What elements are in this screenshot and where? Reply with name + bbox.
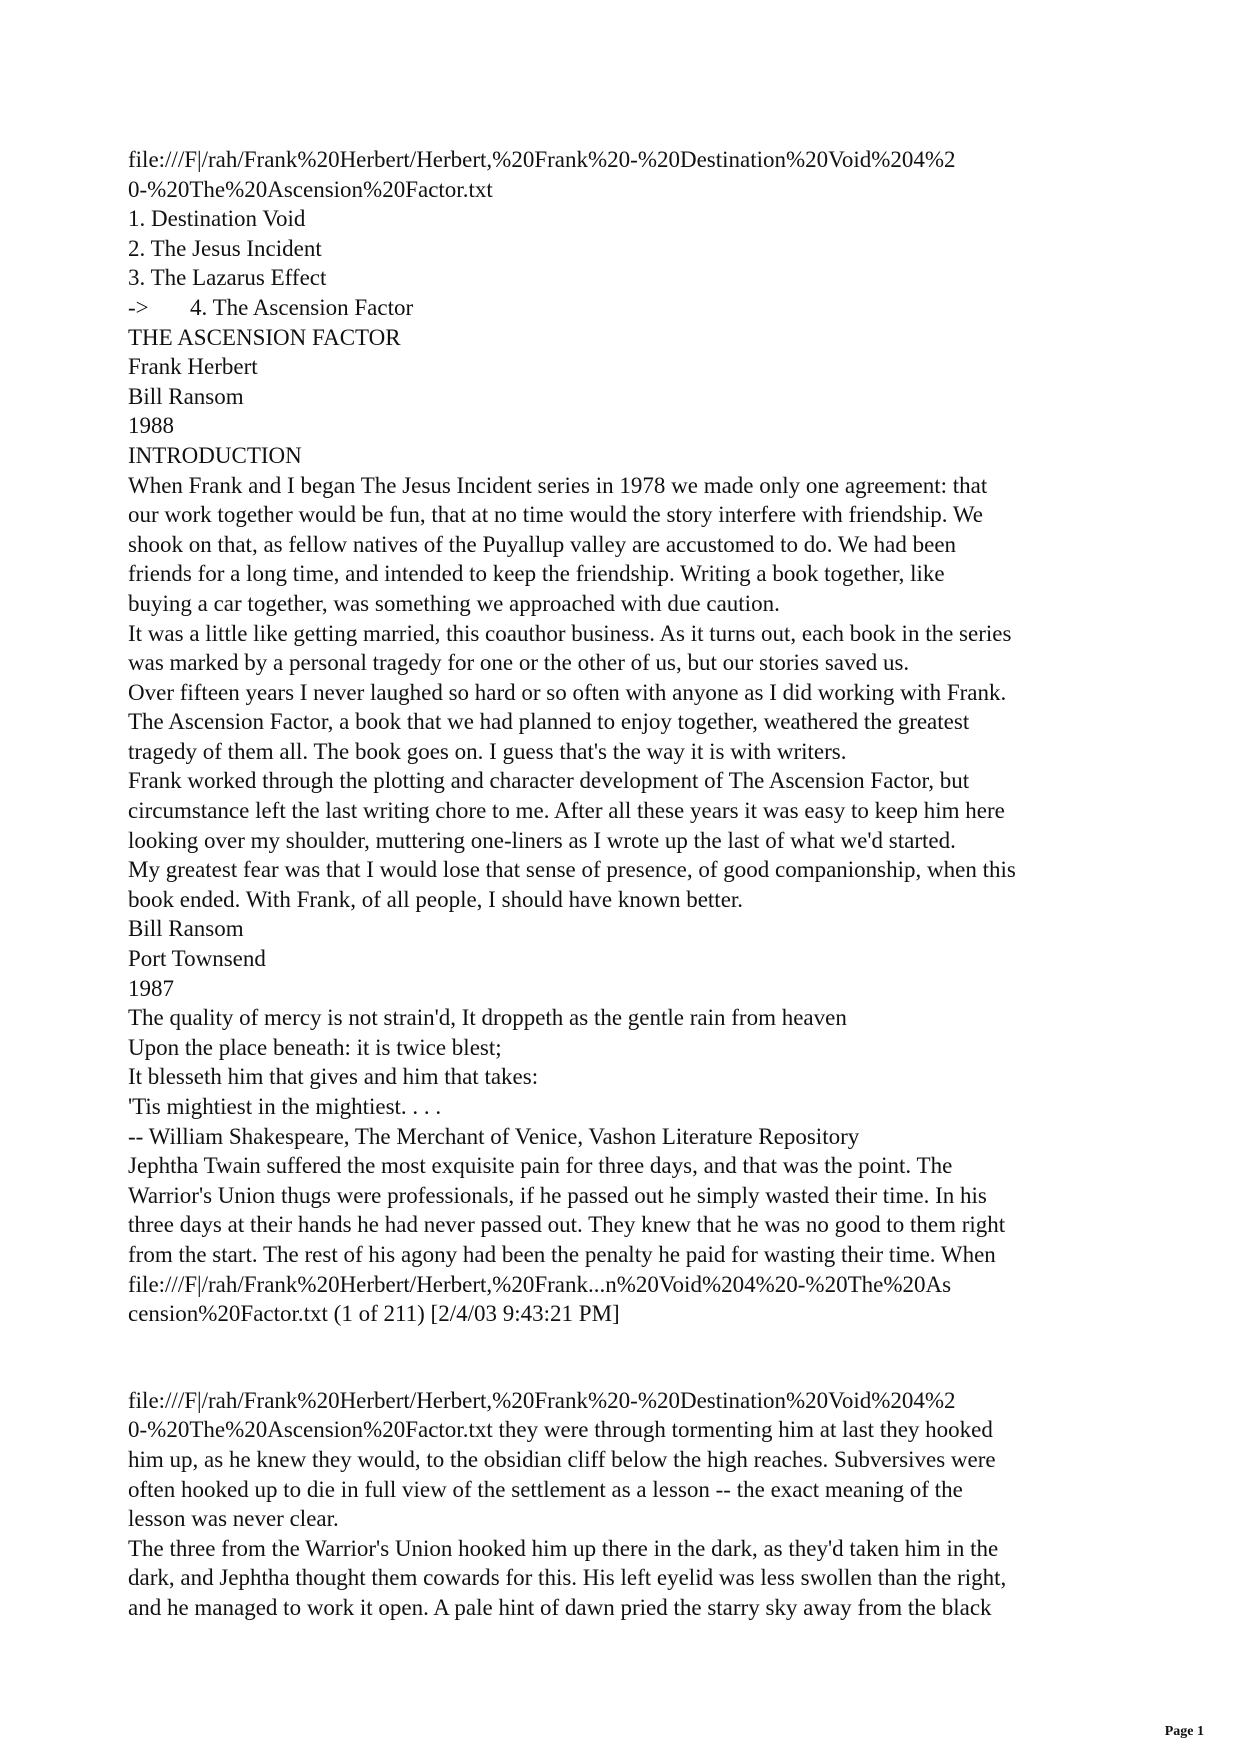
text-line: him up, as he knew they would, to the obsidian cliff below the high reaches. Subversives were: [128, 1446, 996, 1472]
file-path-header-continued: 0-%20The%20Ascension%20Factor.txt: [128, 176, 493, 202]
file-path-tail: 0-%20The%20Ascension%20Factor.txt: [128, 1417, 493, 1443]
intro-paragraph: [128, 855, 1124, 914]
epigraph-line: 'Tis mightiest in the mightiest. . . .: [128, 1094, 442, 1119]
series-item-current: -> 4. The Ascension Factor: [128, 293, 1124, 323]
text-line: Over fifteen years I never laughed so hard or so often with anyone as I did working with Frank.: [128, 679, 1007, 705]
file-path-header-continued: [128, 1415, 1124, 1445]
text-line: was marked by a personal tragedy for one or the other of us, but our stories saved us.: [128, 650, 910, 676]
series-item: 3. The Lazarus Effect: [128, 265, 327, 291]
text-line: friends for a long time, and intended to keep the friendship. Writing a book together, like: [128, 561, 945, 587]
epigraph-attribution: -- William Shakespeare, The Merchant of Venice, Vashon Literature Repository: [128, 1123, 860, 1149]
text-line: three days at their hands he had never passed out. They knew that he was no good to them right: [128, 1212, 1006, 1238]
text-line: Warrior's Union thugs were professionals, if he passed out he simply wasted their time. In his: [128, 1182, 987, 1208]
text-line: When Frank and I began The Jesus Incident series in 1978 we made only one agreement: that: [128, 472, 988, 498]
text-line: shook on that, as fellow natives of the Puyallup valley are accustomed to do. We had been: [128, 531, 957, 557]
text-line: tragedy of them all. The book goes on. I guess that's the way it is with writers.: [128, 738, 847, 764]
page-number: Page 1: [1164, 1724, 1204, 1739]
text-line: buying a car together, was something we approached with due caution.: [128, 590, 780, 616]
text-line: The Ascension Factor, a book that we had planned to enjoy together, weathered the greatest: [128, 709, 970, 735]
signature-name: Bill Ransom: [128, 916, 244, 942]
text-line: It was a little like getting married, this coauthor business. As it turns out, each book in the series: [128, 620, 1012, 646]
introduction-heading: INTRODUCTION: [128, 442, 302, 468]
text-line: My greatest fear was that I would lose that sense of presence, of good companionship, when this: [128, 857, 1016, 883]
document-page: [128, 145, 1124, 1623]
current-marker: ->: [128, 294, 149, 320]
epigraph-line: Upon the place beneath: it is twice blest;: [128, 1034, 502, 1060]
intro-paragraph: [128, 619, 1124, 678]
text-line: dark, and Jephtha thought them cowards for this. His left eyelid was less swollen than the right,: [128, 1565, 1007, 1591]
series-list: [128, 204, 1124, 322]
file-path-footer-continued: cension%20Factor.txt (1 of 211) [2/4/03 9:43:21 PM]: [128, 1301, 620, 1327]
intro-paragraph: [128, 766, 1124, 855]
signature-year: 1987: [128, 975, 174, 1001]
text-line: looking over my shoulder, muttering one-liners as I wrote up the last of what we'd started.: [128, 827, 956, 853]
text-line: and he managed to work it open. A pale hint of dawn pried the starry sky away from the black: [128, 1594, 992, 1620]
text-line: The three from the Warrior's Union hooked him up there in the dark, as they'd taken him in the: [128, 1535, 999, 1561]
epigraph-line: The quality of mercy is not strain'd, It droppeth as the gentle rain from heaven: [128, 1005, 847, 1031]
author-name: Bill Ransom: [128, 383, 244, 409]
file-path-footer: file:///F|/rah/Frank%20Herbert/Herbert,%20Frank...n%20Void%204%20-%20The%20As: [128, 1271, 952, 1297]
page-break: [128, 1329, 1124, 1386]
chapter-paragraph: [128, 1445, 1124, 1534]
text-line: book ended. With Frank, of all people, I should have known better.: [128, 886, 744, 912]
signature-place: Port Townsend: [128, 946, 266, 972]
text-line: our work together would be fun, that at no time would the story interfere with friendship. We: [128, 502, 983, 528]
intro-paragraph: [128, 471, 1124, 619]
text-line: from the start. The rest of his agony had been the penalty he paid for wasting their time. When: [128, 1241, 996, 1267]
file-path-header: file:///F|/rah/Frank%20Herbert/Herbert,%20Frank%20-%20Destination%20Void%204%2: [128, 147, 956, 172]
series-item: 2. The Jesus Incident: [128, 235, 322, 261]
text-line: Frank worked through the plotting and character development of The Ascension Factor, but: [128, 768, 970, 794]
chapter-paragraph: [128, 1534, 1124, 1623]
file-path-header: file:///F|/rah/Frank%20Herbert/Herbert,%20Frank%20-%20Destination%20Void%204%2: [128, 1387, 956, 1413]
series-item: 1. Destination Void: [128, 206, 306, 232]
chapter-paragraph: [128, 1151, 1124, 1269]
text-line: often hooked up to die in full view of the settlement as a lesson -- the exact meaning of the: [128, 1476, 963, 1502]
book-title: THE ASCENSION FACTOR: [128, 324, 401, 350]
intro-paragraph: [128, 678, 1124, 767]
epigraph-line: It blesseth him that gives and him that takes:: [128, 1064, 539, 1090]
text-line: circumstance left the last writing chore to me. After all these years it was easy to keep him here: [128, 798, 1005, 824]
text-fragment: they were through tormenting him at last they hooked: [492, 1417, 993, 1443]
text-line: lesson was never clear.: [128, 1506, 339, 1532]
text-line: Jephtha Twain suffered the most exquisite pain for three days, and that was the point. The: [128, 1153, 953, 1179]
publication-year: 1988: [128, 413, 174, 439]
author-name: Frank Herbert: [128, 354, 258, 380]
epigraph: [128, 1003, 1124, 1151]
